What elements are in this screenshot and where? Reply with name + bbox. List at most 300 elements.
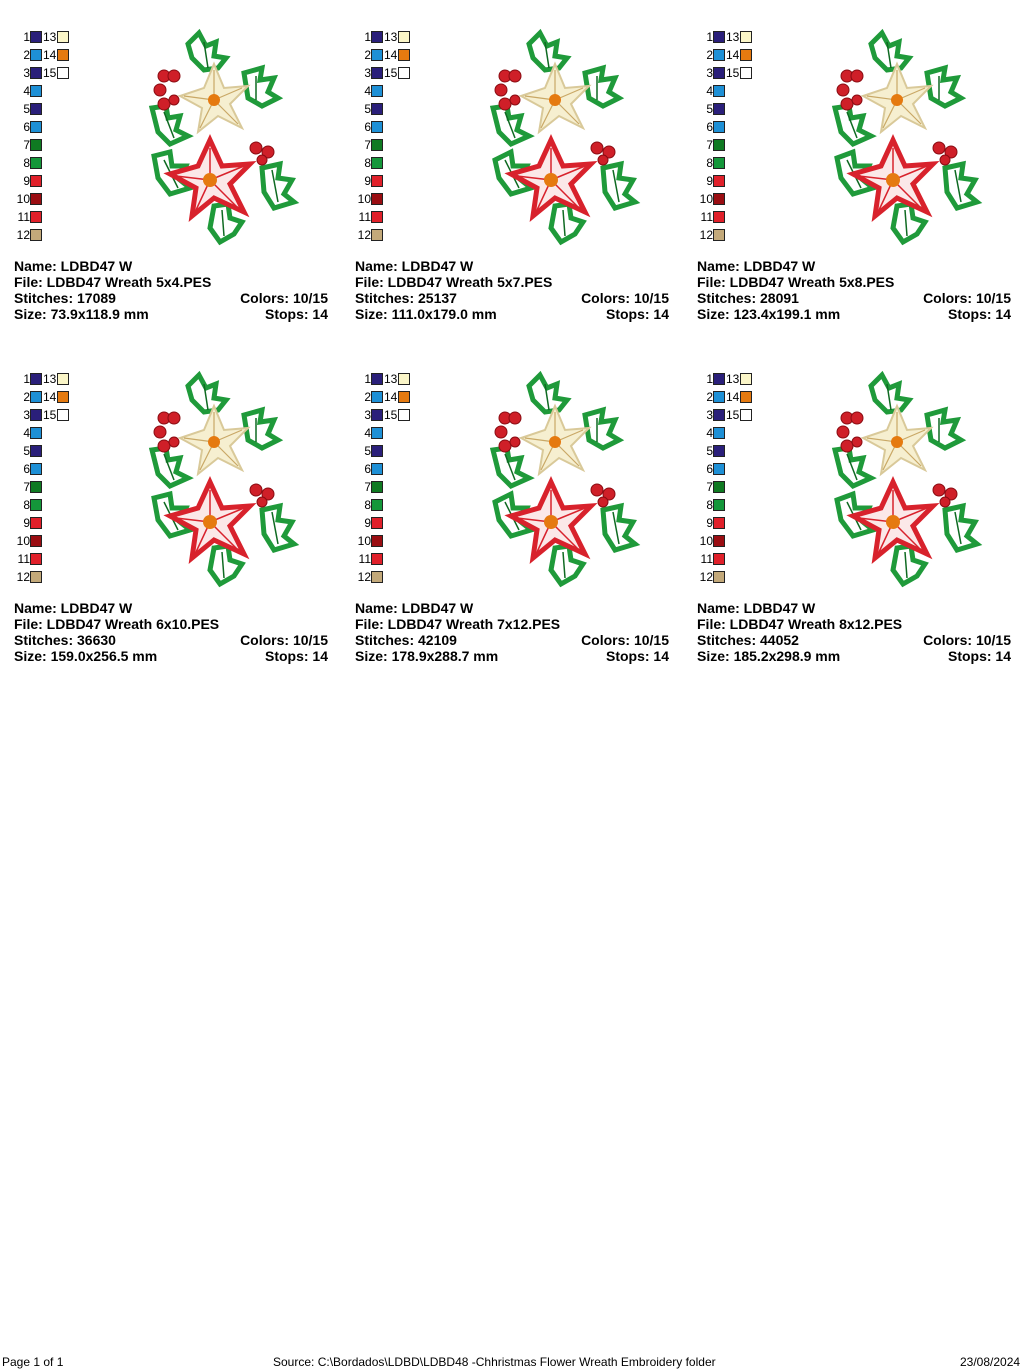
- color-swatch: [371, 67, 383, 79]
- red-poinsettia: [853, 482, 933, 558]
- palette-number: 10: [16, 192, 30, 206]
- palette-row: [355, 154, 383, 172]
- palette-number: 6: [364, 120, 371, 134]
- palette-row: [14, 226, 42, 244]
- palette-number: 1: [23, 372, 30, 386]
- palette-number: 6: [364, 462, 371, 476]
- embroidery-preview: [144, 28, 304, 248]
- palette-number: 11: [700, 210, 713, 224]
- palette-row: [355, 64, 410, 82]
- palette-row: [14, 136, 42, 154]
- color-swatch: [371, 103, 383, 115]
- palette-row: [14, 496, 42, 514]
- design-stops: Stops: 14: [947, 648, 1011, 664]
- palette-number: 4: [364, 84, 371, 98]
- white-poinsettia: [521, 64, 589, 132]
- color-swatch: [371, 535, 383, 547]
- palette-row: [697, 550, 725, 568]
- red-poinsettia: [853, 140, 933, 216]
- palette-number: 14: [384, 48, 398, 62]
- palette-row: [355, 208, 383, 226]
- color-swatch: [30, 157, 42, 169]
- color-swatch: [713, 193, 725, 205]
- palette-number: 9: [706, 516, 713, 530]
- color-swatch: [30, 427, 42, 439]
- palette-row: [14, 172, 42, 190]
- palette-number: 14: [43, 48, 57, 62]
- palette-number: 5: [364, 102, 371, 116]
- palette-row: [14, 208, 42, 226]
- palette-row: [697, 442, 725, 460]
- design-stitches: Stitches: 44052: [697, 632, 799, 648]
- design-size: Size: 111.0x179.0 mm: [355, 306, 497, 322]
- palette-number: 13: [384, 30, 398, 44]
- palette-number: 15: [384, 408, 398, 422]
- color-swatch: [371, 139, 383, 151]
- color-swatch: [30, 193, 42, 205]
- embroidery-preview: [144, 370, 304, 590]
- palette-number: 9: [364, 174, 371, 188]
- palette-number: 7: [706, 480, 713, 494]
- color-swatch: [371, 463, 383, 475]
- color-swatch: [398, 409, 410, 421]
- palette-row: [697, 28, 752, 46]
- palette-row: [697, 136, 725, 154]
- palette-row: [355, 406, 410, 424]
- palette-number: 1: [23, 30, 30, 44]
- color-swatch: [713, 409, 725, 421]
- palette-number: 15: [43, 408, 57, 422]
- color-swatch: [57, 409, 69, 421]
- palette-number: 12: [357, 570, 371, 584]
- palette-row: [14, 388, 69, 406]
- color-swatch: [371, 193, 383, 205]
- color-swatch: [371, 175, 383, 187]
- palette-row: [355, 496, 383, 514]
- color-swatch: [371, 481, 383, 493]
- palette-row: [14, 478, 42, 496]
- palette-number: 4: [23, 426, 30, 440]
- design-info: [697, 600, 1011, 664]
- palette-row: [355, 82, 383, 100]
- design-card: [14, 370, 344, 700]
- design-stops: Stops: 14: [605, 306, 669, 322]
- design-size: Size: 73.9x118.9 mm: [14, 306, 149, 322]
- design-name: Name: LDBD47 W: [14, 258, 133, 274]
- palette-number: 6: [706, 120, 713, 134]
- palette-row: [697, 406, 752, 424]
- design-stitches: Stitches: 42109: [355, 632, 457, 648]
- palette-row: [355, 460, 383, 478]
- palette-row: [14, 100, 42, 118]
- palette-number: 1: [706, 372, 713, 386]
- palette-number: 11: [700, 552, 713, 566]
- color-swatch: [57, 391, 69, 403]
- color-swatch: [713, 103, 725, 115]
- design-info: [14, 600, 328, 664]
- color-swatch: [713, 49, 725, 61]
- color-swatch: [30, 373, 42, 385]
- palette-number: 9: [706, 174, 713, 188]
- color-swatch: [713, 499, 725, 511]
- color-swatch: [740, 67, 752, 79]
- design-file: File: LDBD47 Wreath 5x4.PES: [14, 274, 212, 290]
- palette-number: 8: [23, 498, 30, 512]
- color-swatch: [371, 49, 383, 61]
- palette-number: 13: [43, 372, 57, 386]
- holly-leaf: [835, 448, 871, 486]
- color-swatch: [371, 391, 383, 403]
- design-colors: Colors: 10/15: [923, 290, 1011, 306]
- palette-row: [355, 226, 383, 244]
- color-swatch: [57, 31, 69, 43]
- design-file: File: LDBD47 Wreath 5x7.PES: [355, 274, 553, 290]
- palette-row: [697, 154, 725, 172]
- color-swatch: [398, 67, 410, 79]
- red-poinsettia: [170, 140, 250, 216]
- palette-number: 1: [706, 30, 713, 44]
- palette-row: [355, 28, 410, 46]
- color-swatch: [30, 571, 42, 583]
- palette-number: 12: [16, 570, 30, 584]
- palette-number: 5: [706, 444, 713, 458]
- color-swatch: [371, 211, 383, 223]
- palette-number: 2: [706, 48, 713, 62]
- design-info: [355, 258, 669, 322]
- holly-leaf: [585, 68, 619, 106]
- white-poinsettia: [180, 406, 248, 474]
- design-stitches: Stitches: 25137: [355, 290, 457, 306]
- palette-number: 4: [706, 426, 713, 440]
- palette-number: 7: [706, 138, 713, 152]
- palette-number: 2: [23, 48, 30, 62]
- palette-number: 12: [16, 228, 30, 242]
- palette-number: 9: [364, 516, 371, 530]
- color-swatch: [740, 409, 752, 421]
- color-swatch: [30, 499, 42, 511]
- design-info: [14, 258, 328, 322]
- palette-number: 6: [706, 462, 713, 476]
- palette-row: [355, 100, 383, 118]
- palette-row: [355, 370, 410, 388]
- color-swatch: [57, 49, 69, 61]
- palette-row: [355, 442, 383, 460]
- design-colors: Colors: 10/15: [581, 290, 669, 306]
- design-name: Name: LDBD47 W: [14, 600, 133, 616]
- palette-number: 5: [23, 102, 30, 116]
- palette-number: 6: [23, 120, 30, 134]
- palette-number: 3: [364, 66, 371, 80]
- color-swatch: [30, 391, 42, 403]
- palette-number: 7: [364, 480, 371, 494]
- design-size: Size: 178.9x288.7 mm: [355, 648, 499, 664]
- design-file: File: LDBD47 Wreath 5x8.PES: [697, 274, 895, 290]
- palette-row: [14, 46, 69, 64]
- palette-number: 11: [17, 552, 30, 566]
- red-poinsettia: [511, 482, 591, 558]
- color-swatch: [713, 121, 725, 133]
- design-info: [697, 258, 1011, 322]
- color-swatch: [30, 517, 42, 529]
- holly-leaf: [493, 448, 529, 486]
- palette-row: [697, 100, 725, 118]
- palette-row: [697, 190, 725, 208]
- color-swatch: [30, 481, 42, 493]
- palette-row: [697, 172, 725, 190]
- color-swatch: [30, 463, 42, 475]
- color-swatch: [740, 49, 752, 61]
- palette-row: [14, 154, 42, 172]
- color-swatch: [371, 427, 383, 439]
- white-poinsettia: [863, 64, 931, 132]
- design-stops: Stops: 14: [605, 648, 669, 664]
- color-swatch: [57, 373, 69, 385]
- palette-number: 15: [384, 66, 398, 80]
- palette-row: [14, 514, 42, 532]
- color-swatch: [398, 31, 410, 43]
- color-swatch: [371, 85, 383, 97]
- palette-row: [697, 46, 752, 64]
- color-swatch: [30, 175, 42, 187]
- palette-number: 14: [384, 390, 398, 404]
- color-swatch: [398, 49, 410, 61]
- holly-leaf: [835, 106, 871, 144]
- design-colors: Colors: 10/15: [581, 632, 669, 648]
- design-stops: Stops: 14: [264, 648, 328, 664]
- design-name: Name: LDBD47 W: [355, 600, 474, 616]
- palette-number: 4: [364, 426, 371, 440]
- color-swatch: [371, 121, 383, 133]
- color-swatch: [713, 535, 725, 547]
- design-name: Name: LDBD47 W: [355, 258, 474, 274]
- palette-row: [697, 568, 725, 586]
- color-swatch: [713, 139, 725, 151]
- color-swatch: [30, 409, 42, 421]
- palette-number: 14: [43, 390, 57, 404]
- palette-number: 13: [384, 372, 398, 386]
- color-swatch: [713, 85, 725, 97]
- design-stops: Stops: 14: [264, 306, 328, 322]
- design-card: [355, 370, 685, 700]
- palette-number: 15: [726, 66, 740, 80]
- color-swatch: [740, 31, 752, 43]
- palette-row: [14, 442, 42, 460]
- color-swatch: [30, 31, 42, 43]
- palette-number: 8: [706, 498, 713, 512]
- color-swatch: [713, 463, 725, 475]
- color-swatch: [30, 229, 42, 241]
- white-poinsettia: [521, 406, 589, 474]
- color-swatch: [740, 391, 752, 403]
- palette-number: 8: [364, 156, 371, 170]
- palette-number: 2: [364, 48, 371, 62]
- palette-row: [14, 118, 42, 136]
- palette-row: [355, 514, 383, 532]
- color-swatch: [740, 373, 752, 385]
- color-swatch: [371, 445, 383, 457]
- color-swatch: [371, 517, 383, 529]
- design-size: Size: 159.0x256.5 mm: [14, 648, 158, 664]
- color-swatch: [30, 445, 42, 457]
- red-poinsettia: [511, 140, 591, 216]
- color-swatch: [371, 31, 383, 43]
- holly-leaf: [244, 410, 278, 448]
- color-swatch: [713, 157, 725, 169]
- color-swatch: [713, 391, 725, 403]
- footer-page: Page 1 of 1: [2, 1355, 64, 1369]
- palette-row: [697, 370, 752, 388]
- color-swatch: [371, 409, 383, 421]
- design-stitches: Stitches: 36630: [14, 632, 116, 648]
- color-swatch: [713, 445, 725, 457]
- palette-number: 10: [699, 192, 713, 206]
- palette-row: [355, 532, 383, 550]
- palette-number: 14: [726, 48, 740, 62]
- color-swatch: [30, 139, 42, 151]
- palette-row: [14, 532, 42, 550]
- color-swatch: [713, 31, 725, 43]
- palette-number: 12: [699, 570, 713, 584]
- white-poinsettia: [180, 64, 248, 132]
- palette-number: 6: [23, 462, 30, 476]
- palette-number: 3: [706, 408, 713, 422]
- holly-leaf: [927, 410, 961, 448]
- palette-row: [14, 550, 42, 568]
- embroidery-preview: [827, 370, 987, 590]
- color-swatch: [713, 427, 725, 439]
- embroidery-preview: [827, 28, 987, 248]
- holly-leaf: [585, 410, 619, 448]
- holly-leaf: [152, 106, 188, 144]
- palette-number: 1: [364, 372, 371, 386]
- palette-row: [697, 478, 725, 496]
- color-swatch: [713, 67, 725, 79]
- color-swatch: [30, 553, 42, 565]
- palette-number: 11: [358, 552, 371, 566]
- design-size: Size: 185.2x298.9 mm: [697, 648, 841, 664]
- color-swatch: [30, 211, 42, 223]
- palette-number: 8: [706, 156, 713, 170]
- palette-number: 3: [364, 408, 371, 422]
- palette-number: 7: [23, 480, 30, 494]
- color-swatch: [30, 49, 42, 61]
- color-swatch: [398, 391, 410, 403]
- palette-number: 10: [357, 534, 371, 548]
- palette-row: [355, 424, 383, 442]
- palette-number: 12: [699, 228, 713, 242]
- color-swatch: [398, 373, 410, 385]
- palette-row: [355, 136, 383, 154]
- design-colors: Colors: 10/15: [240, 632, 328, 648]
- color-swatch: [30, 121, 42, 133]
- palette-row: [697, 226, 725, 244]
- palette-row: [14, 370, 69, 388]
- palette-number: 11: [17, 210, 30, 224]
- color-swatch: [371, 499, 383, 511]
- color-swatch: [713, 481, 725, 493]
- palette-row: [355, 550, 383, 568]
- holly-leaf: [927, 68, 961, 106]
- embroidery-preview: [485, 28, 645, 248]
- design-card: [697, 28, 1024, 358]
- design-name: Name: LDBD47 W: [697, 600, 816, 616]
- design-stitches: Stitches: 28091: [697, 290, 799, 306]
- palette-row: [697, 118, 725, 136]
- palette-number: 5: [706, 102, 713, 116]
- color-swatch: [30, 85, 42, 97]
- palette-number: 2: [706, 390, 713, 404]
- palette-row: [355, 118, 383, 136]
- palette-row: [697, 496, 725, 514]
- palette-number: 3: [23, 66, 30, 80]
- holly-leaf: [244, 68, 278, 106]
- palette-row: [14, 406, 69, 424]
- palette-number: 7: [23, 138, 30, 152]
- color-swatch: [713, 229, 725, 241]
- color-swatch: [713, 517, 725, 529]
- footer-source: Source: C:\Bordados\LDBD\LDBD48 -Chhristmas Flower Wreath Embroidery folder: [273, 1355, 716, 1369]
- palette-row: [355, 172, 383, 190]
- palette-number: 3: [23, 408, 30, 422]
- color-swatch: [713, 373, 725, 385]
- palette-row: [697, 82, 725, 100]
- palette-number: 4: [23, 84, 30, 98]
- color-swatch: [371, 229, 383, 241]
- palette-number: 13: [726, 30, 740, 44]
- palette-number: 13: [43, 30, 57, 44]
- palette-number: 12: [357, 228, 371, 242]
- footer-date: 23/08/2024: [960, 1355, 1021, 1369]
- palette-row: [14, 568, 42, 586]
- palette-number: 2: [364, 390, 371, 404]
- palette-number: 5: [364, 444, 371, 458]
- palette-number: 3: [706, 66, 713, 80]
- palette-row: [355, 388, 410, 406]
- color-swatch: [713, 175, 725, 187]
- color-swatch: [371, 157, 383, 169]
- palette-number: 4: [706, 84, 713, 98]
- palette-row: [14, 82, 42, 100]
- design-stops: Stops: 14: [947, 306, 1011, 322]
- palette-row: [14, 28, 69, 46]
- palette-number: 10: [699, 534, 713, 548]
- design-size: Size: 123.4x199.1 mm: [697, 306, 841, 322]
- palette-row: [355, 46, 410, 64]
- color-swatch: [371, 373, 383, 385]
- palette-number: 8: [23, 156, 30, 170]
- design-info: [355, 600, 669, 664]
- palette-number: 5: [23, 444, 30, 458]
- color-swatch: [713, 553, 725, 565]
- holly-leaf: [152, 448, 188, 486]
- design-file: File: LDBD47 Wreath 7x12.PES: [355, 616, 561, 632]
- design-file: File: LDBD47 Wreath 6x10.PES: [14, 616, 220, 632]
- white-poinsettia: [863, 406, 931, 474]
- color-swatch: [371, 571, 383, 583]
- palette-row: [14, 190, 42, 208]
- palette-number: 11: [358, 210, 371, 224]
- palette-row: [697, 208, 725, 226]
- embroidery-preview: [485, 370, 645, 590]
- palette-row: [697, 514, 725, 532]
- palette-row: [697, 64, 752, 82]
- design-colors: Colors: 10/15: [240, 290, 328, 306]
- palette-number: 10: [357, 192, 371, 206]
- holly-leaf: [493, 106, 529, 144]
- design-colors: Colors: 10/15: [923, 632, 1011, 648]
- color-swatch: [30, 67, 42, 79]
- palette-row: [355, 568, 383, 586]
